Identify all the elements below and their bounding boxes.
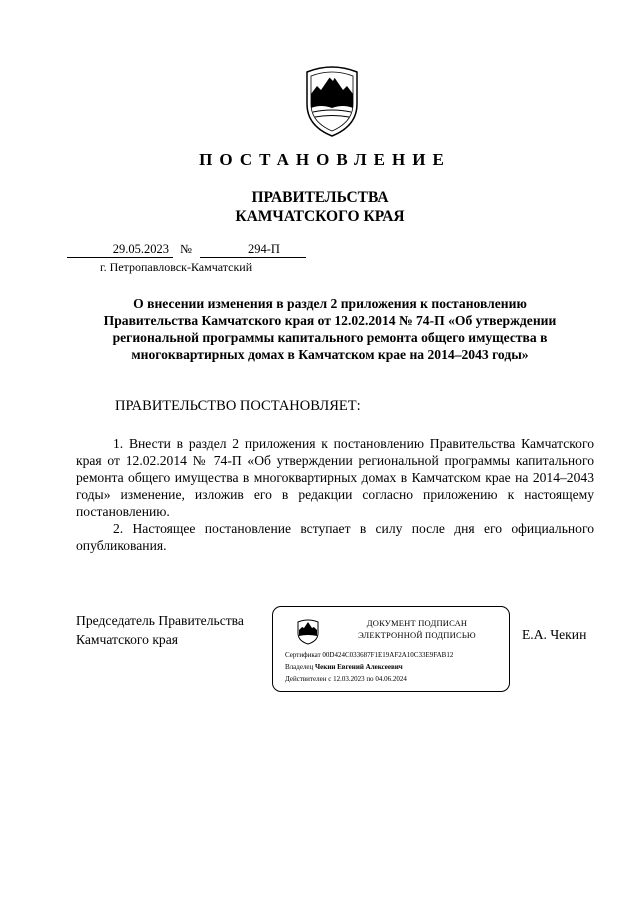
- issuer: [0, 188, 640, 226]
- valid-to-value: 04.06.2024: [375, 675, 407, 683]
- number-label: №: [180, 242, 192, 256]
- subject-line-1: О внесении изменения в раздел 2 приложения к постановлению: [133, 296, 527, 311]
- signer-name: Е.А. Чекин: [522, 627, 587, 642]
- issuer-line-2: КАМЧАТСКОГО КРАЯ: [235, 208, 405, 225]
- valid-label: Действителен: [285, 675, 327, 683]
- stamp-owner: [285, 663, 403, 671]
- paragraph-1: 1. Внести в раздел 2 приложения к постановлению Правительства Камчатского края от 12.02.2014 № 74-П «Об утверждении региональной программы капитального ремонта общего имущества в многоквартирных домах в Камчатском крае на 2014–2043 годы» изменение, изложив его в редакции согласно приложению к настоящему постановлению.: [76, 436, 594, 519]
- valid-to-label: по: [366, 675, 374, 683]
- valid-from-label: с: [328, 675, 332, 683]
- document-date: 29.05.2023: [67, 242, 173, 258]
- owner-label: Владелец: [285, 663, 314, 671]
- stamp-certificate: [285, 651, 453, 659]
- coat-of-arms-icon: [297, 619, 319, 645]
- stamp-title-line-1: ДОКУМЕНТ ПОДПИСАН: [366, 618, 468, 628]
- certificate-label: Сертификат: [285, 651, 321, 659]
- signer-position-line-1: Председатель Правительства: [76, 613, 244, 628]
- document-city: г. Петропавловск-Камчатский: [100, 260, 253, 274]
- stamp-title-line-2: ЭЛЕКТРОННОЙ ПОДПИСЬЮ: [358, 630, 476, 640]
- document-number: 294-П: [200, 242, 306, 258]
- stamp-validity: [285, 675, 407, 683]
- certificate-value: 00D424C033687F1E19AF2A10C33E9FAB12: [322, 651, 454, 659]
- valid-from-value: 12.03.2023: [333, 675, 365, 683]
- signer-position: [76, 611, 244, 649]
- declaration-heading: ПРАВИТЕЛЬСТВО ПОСТАНОВЛЯЕТ:: [115, 398, 361, 414]
- page-title: ПОСТАНОВЛЕНИЕ: [199, 150, 451, 169]
- owner-value: Чекин Евгений Алексеевич: [315, 663, 403, 671]
- signer-position-line-2: Камчатского края: [76, 632, 179, 647]
- paragraph-2: 2. Настоящее постановление вступает в силу после дня его официального опубликования.: [76, 521, 594, 553]
- subject-line-2: Правительства Камчатского края от 12.02.2014 № 74-П «Об утверждении: [103, 313, 557, 328]
- subject-line-3: региональной программы капитального ремонта общего имущества в: [112, 330, 548, 345]
- electronic-signature-stamp: [272, 606, 510, 692]
- document-subject: [60, 295, 600, 363]
- issuer-line-1: ПРАВИТЕЛЬСТВА: [251, 189, 389, 206]
- subject-line-4: многоквартирных домах в Камчатском крае на 2014–2043 годы»: [131, 347, 529, 362]
- coat-of-arms-icon: [303, 64, 361, 138]
